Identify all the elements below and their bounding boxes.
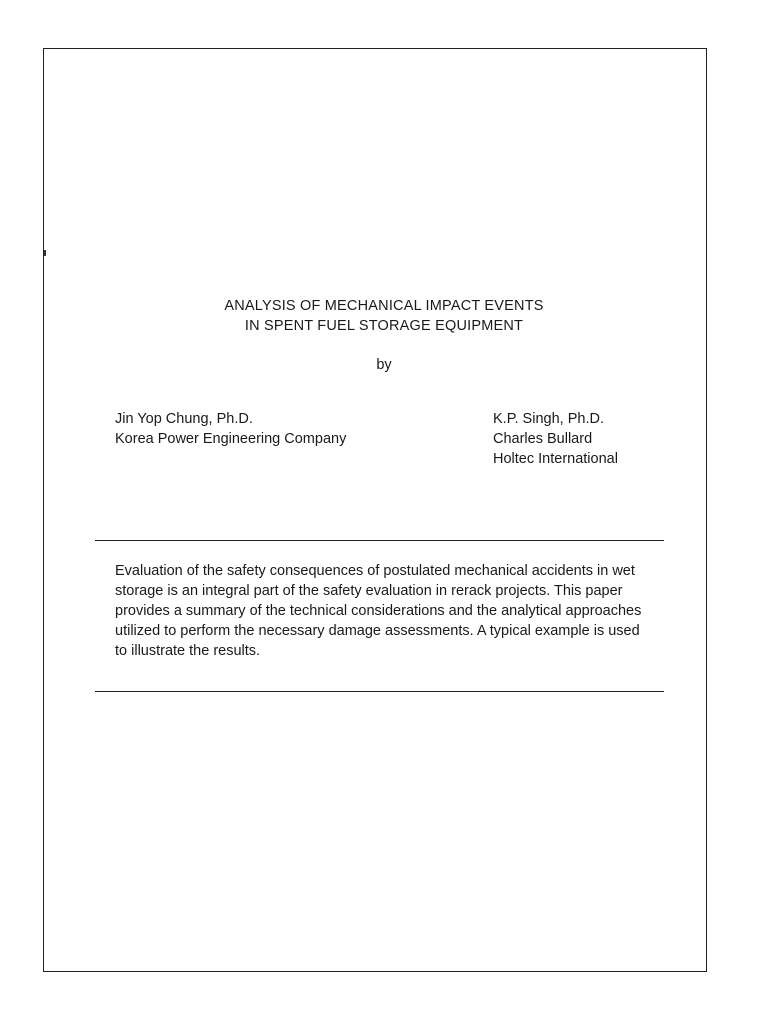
- abstract: [115, 561, 687, 661]
- title-line-1: ANALYSIS OF MECHANICAL IMPACT EVENTS: [224, 298, 544, 314]
- abstract-line: storage is an integral part of the safety evaluation in rerack projects. This paper: [115, 583, 623, 599]
- byline: by: [376, 357, 392, 373]
- abstract-line: utilized to perform the necessary damage assessments. A typical example is used: [115, 623, 640, 639]
- author-name: Charles Bullard: [493, 431, 593, 447]
- author-block-left: [115, 409, 346, 449]
- abstract-line: to illustrate the results.: [115, 643, 261, 659]
- page-border: [43, 48, 707, 972]
- author-block-right: [493, 409, 618, 469]
- title-line-2: IN SPENT FUEL STORAGE EQUIPMENT: [244, 318, 524, 334]
- divider-bottom: [95, 691, 664, 692]
- author-affiliation: Korea Power Engineering Company: [115, 431, 347, 447]
- divider-top: [95, 540, 664, 541]
- author-affiliation: Holtec International: [493, 451, 618, 467]
- author-name: K.P. Singh, Ph.D.: [493, 411, 604, 427]
- abstract-line: provides a summary of the technical considerations and the analytical approaches: [115, 603, 642, 619]
- abstract-line: Evaluation of the safety consequences of postulated mechanical accidents in wet: [115, 563, 635, 579]
- author-name: Jin Yop Chung, Ph.D.: [115, 411, 253, 427]
- scan-mark: [44, 250, 46, 256]
